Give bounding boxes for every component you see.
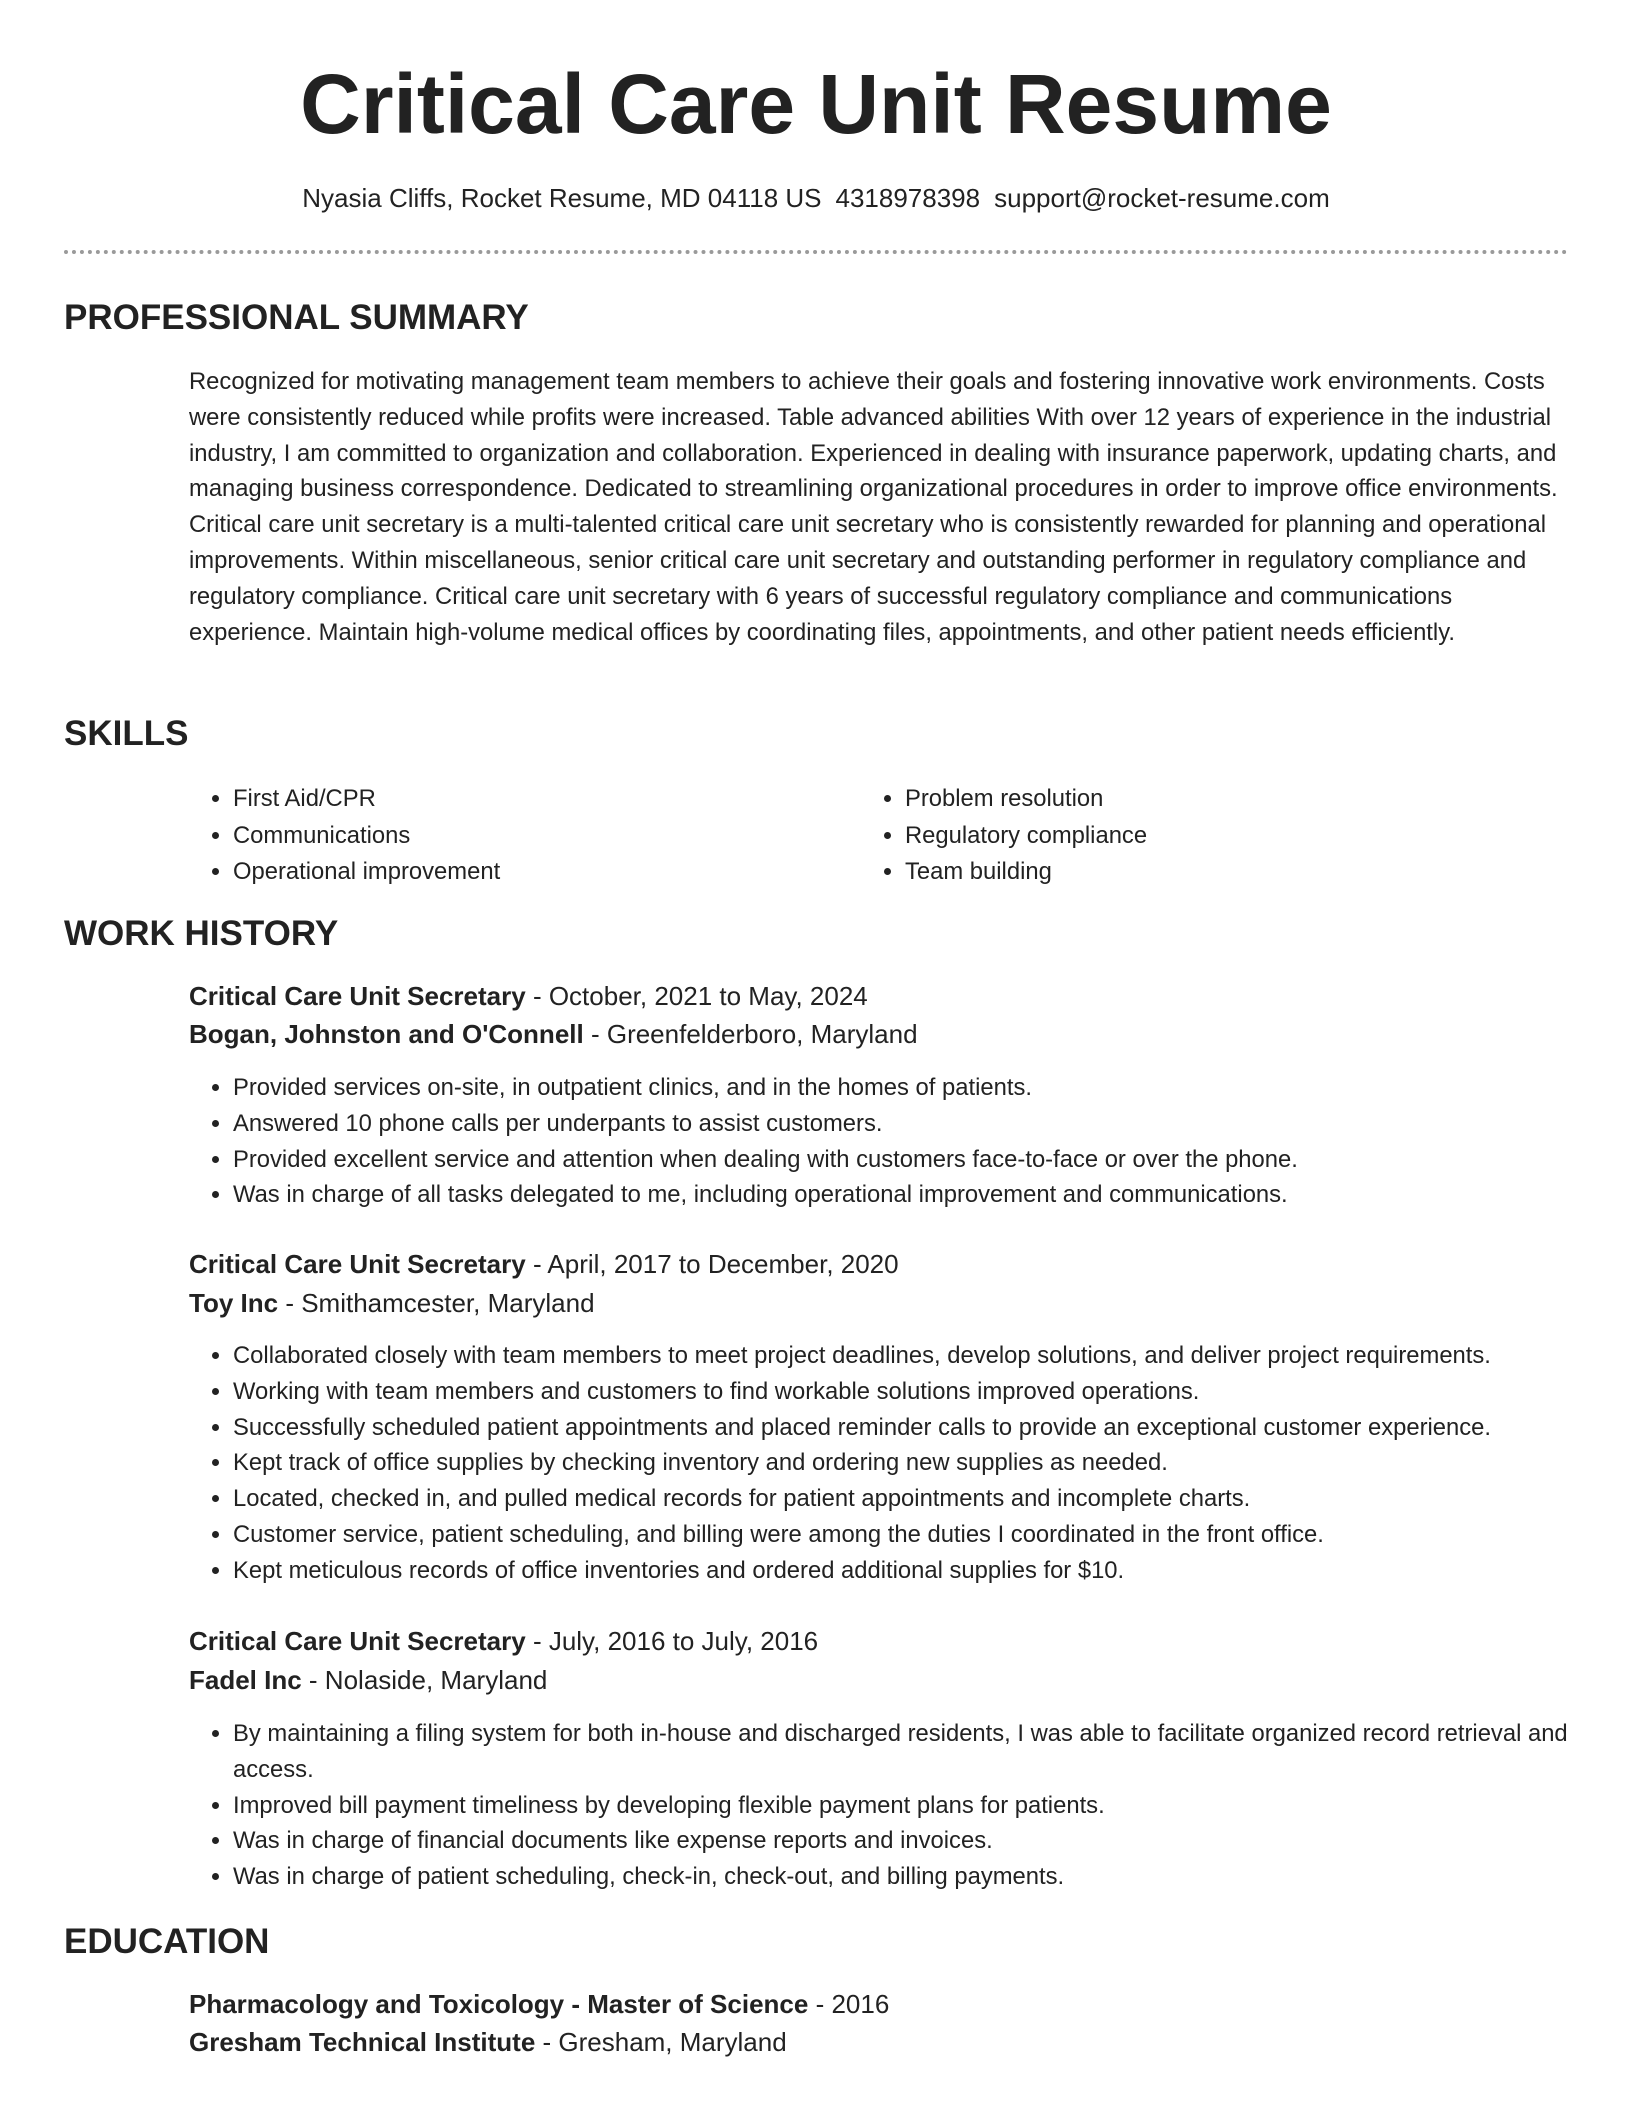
job-title: Critical Care Unit Secretary <box>189 1626 526 1656</box>
contact-email: support@rocket-resume.com <box>994 183 1330 213</box>
job-bullets <box>189 1716 1569 1895</box>
job-bullet: • By maintaining a filing system for both in-house and discharged residents, I was able to facilitate organized record retrieval and access. <box>233 1716 1569 1788</box>
job-employer-line <box>189 1016 918 1052</box>
skills-column-right <box>861 781 1561 891</box>
education-location: - Gresham, Maryland <box>535 2027 787 2057</box>
job-bullet: • Answered 10 phone calls per underpants to assist customers. <box>233 1106 1569 1142</box>
job-bullets <box>189 1070 1569 1213</box>
job-location: - Greenfelderboro, Maryland <box>583 1019 918 1049</box>
job-bullet: • Was in charge of all tasks delegated to me, including operational improvement and communications. <box>233 1177 1569 1213</box>
header-divider <box>64 250 1568 254</box>
job-bullet: • Was in charge of financial documents like expense reports and invoices. <box>233 1823 1569 1859</box>
education-year: - 2016 <box>808 1989 890 2019</box>
job-bullet: • Kept track of office supplies by checking inventory and ordering new supplies as needed. <box>233 1445 1569 1481</box>
contact-phone: 4318978398 <box>835 183 981 213</box>
job-bullet: • Customer service, patient scheduling, and billing were among the duties I coordinated in the front office. <box>233 1517 1569 1553</box>
job-bullet: • Provided services on-site, in outpatient clinics, and in the homes of patients. <box>233 1070 1569 1106</box>
job-dates: - October, 2021 to May, 2024 <box>525 981 868 1011</box>
job-employer: Fadel Inc <box>189 1665 302 1695</box>
job-bullet: • Located, checked in, and pulled medical records for patient appointments and incomplete charts. <box>233 1481 1569 1517</box>
skill-item: • Communications <box>233 818 829 855</box>
job-bullet: • Was in charge of patient scheduling, check-in, check-out, and billing payments. <box>233 1859 1569 1895</box>
job-employer: Bogan, Johnston and O'Connell <box>189 1019 584 1049</box>
skills-column-left <box>189 781 829 891</box>
summary-paragraph: Recognized for motivating management team members to achieve their goals and fostering innovative work environments. Costs were consistently reduced while profits were increased. Table advanced abilities With over 12 years of experience in the industrial industry, I am committed to organization and collaboration. Experienced in dealing with insurance paperwork, updating charts, and managing business correspondence. Dedicated to streamlining organizational procedures in order to improve office environments. Critical care unit secretary is a multi-talented critical care unit secretary who is consistently rewarded for planning and operational improvements. Within miscellaneous, senior critical care unit secretary and outstanding performer in regulatory compliance and regulatory compliance. Critical care unit secretary with 6 years of successful regulatory compliance and communications experience. Maintain high-volume medical offices by coordinating files, appointments, and other patient needs efficiently. <box>189 368 1558 646</box>
job-bullet: • Successfully scheduled patient appointments and placed reminder calls to provide an exceptional customer experience. <box>233 1410 1569 1446</box>
job-bullets <box>189 1338 1569 1589</box>
education-degree-line <box>189 1986 889 2022</box>
job-employer-line <box>189 1662 547 1698</box>
job-location: - Nolaside, Maryland <box>301 1665 548 1695</box>
contact-address: Nyasia Cliffs, Rocket Resume, MD 04118 US <box>302 183 822 213</box>
education-degree: Pharmacology and Toxicology - Master of Science <box>189 1989 809 2019</box>
skill-item: • Problem resolution <box>905 781 1561 818</box>
job-employer: Toy Inc <box>189 1288 279 1318</box>
job-dates: - July, 2016 to July, 2016 <box>525 1626 819 1656</box>
skill-item: • Operational improvement <box>233 854 829 891</box>
job-title-line <box>189 1246 899 1282</box>
section-title-education: EDUCATION <box>64 1922 270 1961</box>
job-bullet: • Improved bill payment timeliness by developing flexible payment plans for patients. <box>233 1788 1569 1824</box>
section-title-work-history: WORK HISTORY <box>64 914 339 953</box>
skill-item: • Regulatory compliance <box>905 818 1561 855</box>
section-title-skills: SKILLS <box>64 714 189 753</box>
job-location: - Smithamcester, Maryland <box>278 1288 595 1318</box>
job-bullet: • Collaborated closely with team members to meet project deadlines, develop solutions, and deliver project requirements. <box>233 1338 1569 1374</box>
resume-title: Critical Care Unit Resume <box>300 57 1332 151</box>
education-school-line <box>189 2024 787 2060</box>
skill-item: • First Aid/CPR <box>233 781 829 818</box>
education-school: Gresham Technical Institute <box>189 2027 536 2057</box>
job-title: Critical Care Unit Secretary <box>189 1249 526 1279</box>
job-employer-line <box>189 1285 595 1321</box>
job-dates: - April, 2017 to December, 2020 <box>525 1249 899 1279</box>
contact-line <box>0 180 1632 216</box>
job-bullet: • Kept meticulous records of office inventories and ordered additional supplies for $10. <box>233 1553 1569 1589</box>
section-title-summary: PROFESSIONAL SUMMARY <box>64 298 529 337</box>
job-title-line <box>189 978 868 1014</box>
job-bullet: • Provided excellent service and attention when dealing with customers face-to-face or over the phone. <box>233 1142 1569 1178</box>
job-title: Critical Care Unit Secretary <box>189 981 526 1011</box>
skill-item: • Team building <box>905 854 1561 891</box>
job-bullet: • Working with team members and customers to find workable solutions improved operations. <box>233 1374 1569 1410</box>
job-title-line <box>189 1623 818 1659</box>
